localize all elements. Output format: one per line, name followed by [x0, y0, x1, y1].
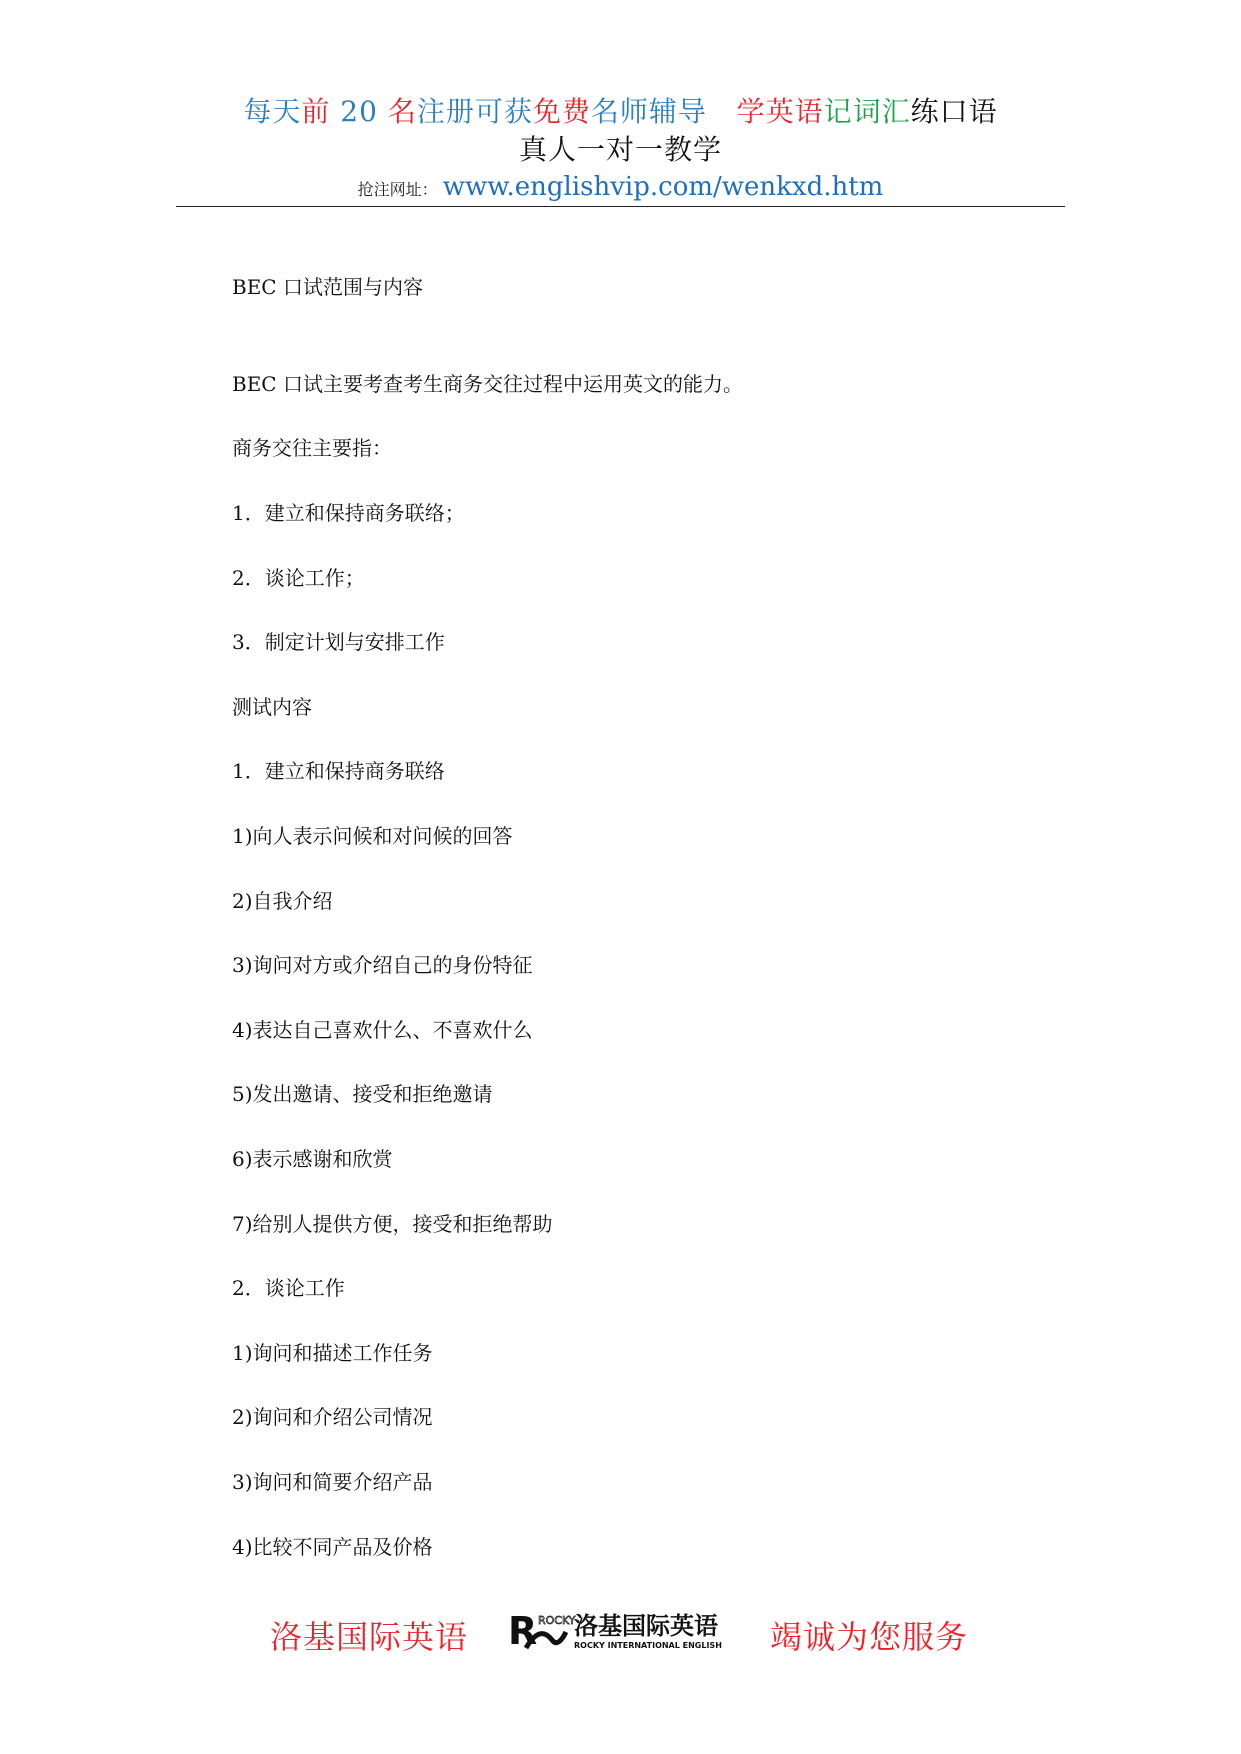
promo-segment: 名师辅导 [590, 95, 707, 128]
promo-subline: 真人一对一教学 [518, 133, 722, 166]
list-item: 3．制定计划与安排工作 [232, 630, 445, 654]
list-item: 2)询问和介绍公司情况 [232, 1405, 433, 1429]
promo-segment: 注册可获 [416, 95, 533, 128]
list-item: 3)询问和简要介绍产品 [232, 1470, 433, 1494]
paragraph: 商务交往主要指： [232, 436, 392, 460]
signup-url-row [0, 172, 1241, 202]
list-item: 5)发出邀请、接受和拒绝邀请 [232, 1082, 493, 1106]
list-item: 1)询问和描述工作任务 [232, 1341, 433, 1365]
footer-service-text: 竭诚为您服务 [770, 1618, 969, 1656]
footer-brand-text: 洛基国际英语 [270, 1618, 469, 1656]
promo-segment: 20 [330, 95, 388, 128]
list-item: 2)自我介绍 [232, 889, 333, 913]
list-item: 1．建立和保持商务联络； [232, 501, 465, 525]
document-title: BEC 口试范围与内容 [232, 275, 423, 299]
signup-link[interactable]: www.englishvip.com/wenkxd.htm [442, 172, 884, 202]
promo-segment: 记词汇 [823, 95, 911, 128]
promo-segment: 练口语 [910, 95, 998, 128]
footer-banner [0, 1604, 1241, 1664]
list-item: 3)询问对方或介绍自己的身份特征 [232, 953, 533, 977]
list-item: 1．建立和保持商务联络 [232, 759, 445, 783]
promo-segment: 免费 [532, 95, 591, 128]
section-heading: 测试内容 [232, 695, 312, 719]
svg-text:R: R [508, 1609, 538, 1653]
promo-headline [0, 90, 1241, 130]
list-item: 4)比较不同产品及价格 [232, 1535, 433, 1559]
rocky-logo-icon [506, 1604, 736, 1656]
list-item: 2．谈论工作 [232, 1276, 345, 1300]
url-label: 抢注网址： [357, 180, 438, 199]
promo-segment: 前 [301, 95, 331, 128]
list-item: 2．谈论工作； [232, 566, 365, 590]
list-item: 7)给别人提供方便，接受和拒绝帮助 [232, 1212, 553, 1236]
list-item: 1)向人表示问候和对问候的回答 [232, 824, 513, 848]
promo-segment: 名 [387, 95, 417, 128]
list-item: 4)表达自己喜欢什么、不喜欢什么 [232, 1018, 533, 1042]
logo-cn: 洛基国际英语 [574, 1612, 718, 1640]
list-item: 6)表示感谢和欣赏 [232, 1147, 393, 1171]
promo-segment: 每天 [243, 95, 302, 128]
promo-segment: 学英语 [706, 95, 824, 128]
logo-en: ROCKY INTERNATIONAL ENGLISH [574, 1641, 722, 1650]
paragraph: BEC 口试主要考查考生商务交往过程中运用英文的能力。 [232, 372, 743, 396]
header-divider [176, 206, 1065, 207]
logo-letters: ROCKY [538, 1614, 576, 1627]
